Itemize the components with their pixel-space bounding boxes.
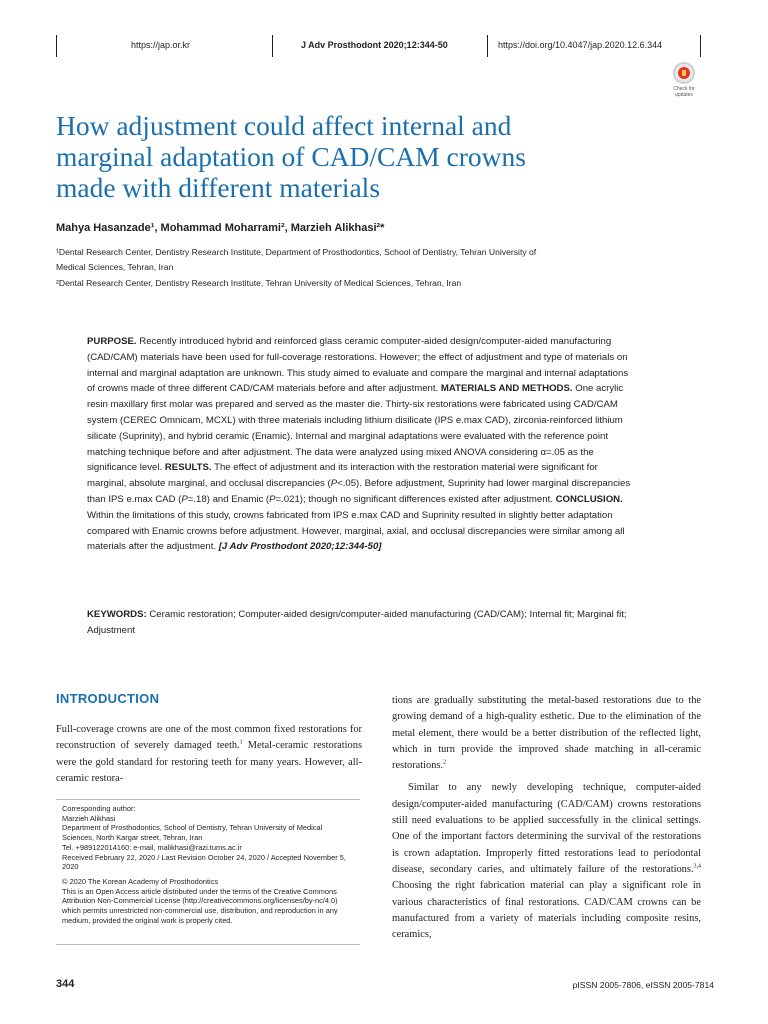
abstract-methods-label: MATERIALS AND METHODS. <box>440 383 573 395</box>
p-symbol: P <box>181 493 188 505</box>
reference-link[interactable]: 3,4 <box>693 863 701 870</box>
keywords <box>87 607 647 639</box>
correspondence-line: Tel. +989122014160: e-mail, malikhasi@razi.tums.ac.ir <box>62 842 242 852</box>
abstract-results-label: RESULTS. <box>164 462 212 474</box>
author-list: Mahya Hasanzade¹, Mohammad Moharrami², Marzieh Alikhasi²* <box>56 222 385 234</box>
left-column <box>56 722 362 787</box>
doi-link[interactable]: https://doi.org/10.4047/jap.2020.12.6.344 <box>498 40 663 50</box>
reference-link[interactable]: 1 <box>239 739 243 746</box>
license-line: © 2020 The Korean Academy of Prosthodontics <box>62 876 219 886</box>
paragraph: Full-coverage crowns are one of the most common fixed restorations for reconstruction of severely damaged teeth.$^1$ Metal-ceramic restorations were the gold standard for restoring teeth for many years. However, all-ceramic restora- <box>56 724 362 784</box>
p-symbol: P <box>269 493 276 505</box>
check-for-updates-icon <box>673 62 695 84</box>
check-for-updates-badge[interactable] <box>668 62 700 102</box>
abstract-results: <.05). Before adjustment, Suprinity had lower marginal discrepancies than IPS e.max CAD ( <box>87 478 631 505</box>
header-divider <box>700 35 701 57</box>
abstract-results: =.18) and Enamic ( <box>187 493 270 505</box>
header-divider <box>487 35 488 57</box>
reference-link[interactable]: 2 <box>443 759 447 766</box>
article-title <box>56 110 656 203</box>
correspondence-line: Department of Prosthodontics, School of Dentistry, Tehran University of Medical Sciences, North Kargar street, Tehran, Iran <box>62 823 323 843</box>
abstract-methods: One acrylic resin maxillary first molar was prepared and served as the master die. Thirty-six restorations were fabricated using CAD/CAM system (CEREC Omnicam, MCXL) with three materials including lithium disilicate (IPS e.max CAD), zirconia-reinforced lithium silicate (Suprinity), and hybrid ceramic (Enamic). Internal and marginal adaptations were evaluated with the reference point matching technique before and after adjustment. The data were analyzed using mixed ANOVA considering α=.05 as the significance level. <box>87 383 624 474</box>
check-for-updates-label: Check for updates <box>673 86 695 98</box>
keywords-label: KEYWORDS: <box>87 609 147 620</box>
correspondence-line: Corresponding author: <box>62 804 136 813</box>
journal-citation: J Adv Prosthodont 2020;12:344-50 <box>301 40 448 50</box>
paragraph: Similar to any newly developing technique, computer-aided design/computer-aided manufacturing (CAD/CAM) crowns restorations still need evaluations to be applied successfully in the clinical settings. One of the important factors determining the survival of the restorations is crown adaptation. Improperly fitted restorations lead to periodontal disease, secondary caries, and ultimately failure of the restorations.$^{3,4}$ Choosing the right fabrication material can play a significant role in various characteristics of final restorations. CAD/CAM crowns can be manufactured from a variety of materials including composite resins, ceramics, <box>392 782 701 941</box>
abstract-results: The effect of adjustment and its interaction with the restoration material were significant for marginal, absolute marginal, and occlusal discrepancies ( <box>87 462 598 490</box>
paragraph: tions are gradually substituting the metal-based restorations due to the growing demand of a high-quality esthetic. Due to the elimination of the metal element, there would be a better distribution of the reflected light, which in turn provide the improved shade matching in all-ceramic restorations.$^2$ <box>392 695 701 772</box>
title-line: marginal adaptation of CAD/CAM crowns <box>56 141 526 172</box>
affiliation: Medical Sciences, Tehran, Iran <box>56 262 174 272</box>
header-divider <box>56 35 57 57</box>
right-column <box>392 693 701 943</box>
page-number: 344 <box>56 978 75 990</box>
issn: pISSN 2005-7806, eISSN 2005-7814 <box>572 980 714 990</box>
affiliation: ²Dental Research Center, Dentistry Research Institute, Tehran University of Medical Sciences, Tehran, Iran <box>56 278 462 288</box>
header-divider <box>272 35 273 57</box>
abstract-purpose-label: PURPOSE. <box>87 336 137 347</box>
abstract-conclusion-label: CONCLUSION. <box>555 493 623 505</box>
correspondence-line: Marzieh Alikhasi <box>62 813 116 823</box>
abstract-conclusion: Within the limitations of this study, crowns fabricated from IPS e.max CAD and Suprinity resulted in slightly better adaptation compared with Enamic crowns before adjustment. However, marginal, axial, and occlusal discrepancies were similar among all materials after the adjustment. <box>87 509 625 553</box>
abstract <box>87 334 631 555</box>
keywords-text: Ceramic restoration; Computer-aided design/computer-aided manufacturing (CAD/CAM); Internal fit; Marginal fit; Adjustment <box>87 609 627 636</box>
abstract-purpose: Recently introduced hybrid and reinforced glass ceramic computer-aided design/computer-aided manufacturing (CAD/CAM) materials have been used for full-coverage restorations. However; the effect of adjustment and type of materials on internal and marginal adaptation are unknown. This study aimed to evaluate and compare the marginal and internal adaptations of crowns made of three different CAD/CAM materials before and after adjustment. <box>87 336 629 395</box>
abstract-results: =.021); though no significant differences existed after adjustment. <box>275 493 553 505</box>
affiliation: ¹Dental Research Center, Dentistry Research Institute, Department of Prosthodontics, School of Dentistry, Tehran University of <box>56 247 537 257</box>
section-heading-introduction: INTRODUCTION <box>56 691 160 706</box>
title-line: made with different materials <box>56 172 381 203</box>
license-line: This is an Open Access article distributed under the terms of the Creative Commons Attribution Non-Commercial License (http://creativecommons.org/licenses/by-nc/4.0) which permits unrestricted non-commercial use, distribution, and reproduction in any medium, provided the original work is properly cited. <box>62 886 338 925</box>
title-line: How adjustment could affect internal and <box>56 110 512 141</box>
correspondence-line: Received February 22, 2020 / Last Revision October 24, 2020 / Accepted November 5, 2020 <box>62 852 346 872</box>
journal-site-link[interactable]: https://jap.or.kr <box>131 40 191 50</box>
abstract-citation: [J Adv Prosthodont 2020;12:344-50] <box>216 541 382 553</box>
correspondence-box <box>56 799 360 945</box>
p-symbol: P <box>330 478 338 490</box>
